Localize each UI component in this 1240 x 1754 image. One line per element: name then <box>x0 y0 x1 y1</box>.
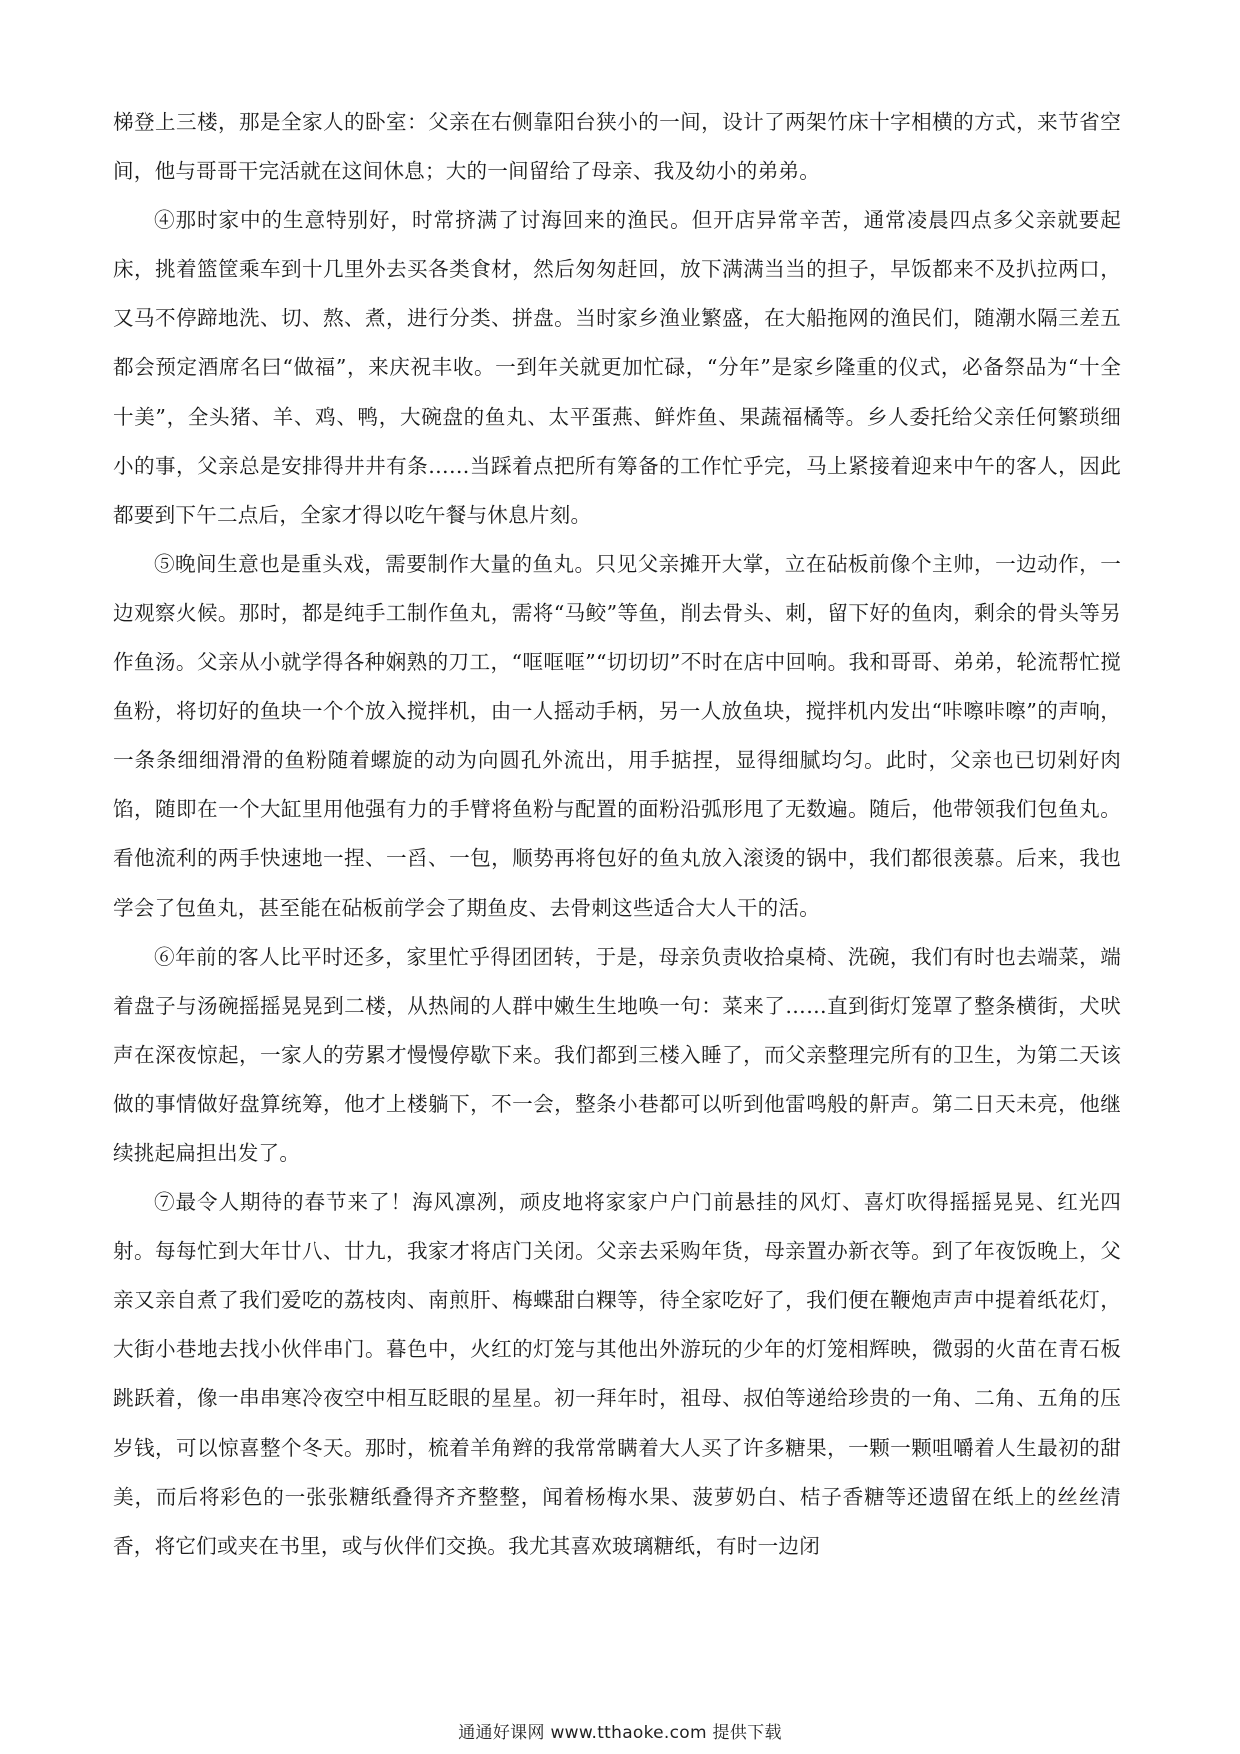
paragraph-5: ⑤晚间生意也是重头戏，需要制作大量的鱼丸。只见父亲摊开大掌，立在砧板前像个主帅，一边动作，一边观察火候。那时，都是纯手工制作鱼丸，需将“马鲛”等鱼，削去骨头、刺，留下好的鱼肉，剩余的骨头等另作鱼汤。父亲从小就学得各种娴熟的刀工，“哐哐哐”“切切切”不时在店中回响。我和哥哥、弟弟，轮流帮忙搅鱼粉，将切好的鱼块一个个放入搅拌机，由一人摇动手柄，另一人放鱼块，搅拌机内发出“咔嚓咔嚓”的声响，一条条细细滑滑的鱼粉随着螺旋的动为向圆孔外流出，用手掂捏，显得细腻均匀。此时，父亲也已切剁好肉馅，随即在一个大缸里用他强有力的手臂将鱼粉与配置的面粉沿弧形甩了无数遍。随后，他带领我们包鱼丸。看他流利的两手快速地一捏、一舀、一包，顺势再将包好的鱼丸放入滚烫的锅中，我们都很羡慕。后来，我也学会了包鱼丸，甚至能在砧板前学会了期鱼皮、去骨刺这些适合大人干的活。 <box>113 551 1121 920</box>
document-page <box>113 98 1121 1571</box>
paragraph-4: ④那时家中的生意特别好，时常挤满了讨海回来的渔民。但开店异常辛苦，通常凌晨四点多父亲就要起床，挑着篮筐乘车到十几里外去买各类食材，然后匆匆赶回，放下满满当当的担子，早饭都来不及扒拉两口，又马不停蹄地洗、切、熬、煮，进行分类、拼盘。当时家乡渔业繁盛，在大船拖网的渔民们，随潮水隔三差五都会预定酒席名曰“做福”，来庆祝丰收。一到年关就更加忙碌，“分年”是家乡隆重的仪式，必备祭品为“十全十美”，全头猪、羊、鸡、鸭，大碗盘的鱼丸、太平蛋燕、鲜炸鱼、果蔬福橘等。乡人委托给父亲任何繁琐细小的事，父亲总是安排得井井有条……当踩着点把所有筹备的工作忙乎完，马上紧接着迎来中午的客人，因此都要到下午二点后，全家才得以吃午餐与休息片刻。 <box>113 208 1121 527</box>
paragraph-7: ⑦最令人期待的春节来了！海风凛冽，顽皮地将家家户户门前悬挂的风灯、喜灯吹得摇摇晃晃、红光四射。每每忙到大年廿八、廿九，我家才将店门关闭。父亲去采购年货，母亲置办新衣等。到了年夜饭晚上，父亲又亲自煮了我们爱吃的荔枝肉、南煎肝、梅蝶甜白粿等，待全家吃好了，我们便在鞭炮声声中提着纸花灯，大街小巷地去找小伙伴串门。暮色中，火红的灯笼与其他出外游玩的少年的灯笼相辉映，微弱的火苗在青石板跳跃着，像一串串寒冷夜空中相互眨眼的星星。初一拜年时，祖母、叔伯等递给珍贵的一角、二角、五角的压岁钱，可以惊喜整个冬天。那时，梳着羊角辫的我常常瞒着大人买了许多糖果，一颗一颗咀嚼着人生最初的甜美，而后将彩色的一张张糖纸叠得齐齐整整，闻着杨梅水果、菠萝奶白、桔子香糖等还遗留在纸上的丝丝清香，将它们或夹在书里，或与伙伴们交换。我尤其喜欢玻璃糖纸，有时一边闭 <box>113 1190 1121 1558</box>
paragraph-6: ⑥年前的客人比平时还多，家里忙乎得团团转，于是，母亲负责收拾桌椅、洗碗，我们有时也去端菜，端着盘子与汤碗摇摇晃晃到二楼，从热闹的人群中嫩生生地唤一句：菜来了……直到街灯笼罩了整条横街，犬吠声在深夜惊起，一家人的劳累才慢慢停歇下来。我们都到三楼入睡了，而父亲整理完所有的卫生，为第二天该做的事情做好盘算统筹，他才上楼躺下，不一会，整条小巷都可以听到他雷鸣般的鼾声。第二日天未亮，他继续挑起扁担出发了。 <box>113 944 1121 1165</box>
page-footer: 通通好课网 www.tthaoke.com 提供下载 <box>458 1723 782 1743</box>
paragraph-continuation: 梯登上三楼，那是全家人的卧室：父亲在右侧靠阳台狭小的一间，设计了两架竹床十字相横的方式，来节省空间，他与哥哥干完活就在这间休息；大的一间留给了母亲、我及幼小的弟弟。 <box>113 110 1121 184</box>
